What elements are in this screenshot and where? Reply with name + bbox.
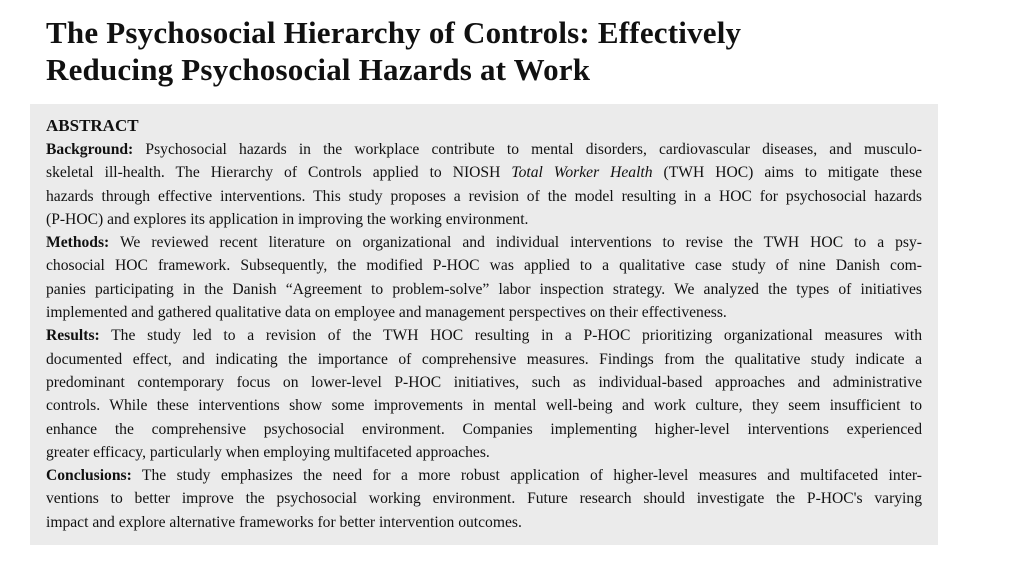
text-line: [46, 394, 922, 417]
body-text: skeletal ill-health. The Hierarchy of Controls applied to NIOSH: [46, 164, 512, 182]
body-text: documented effect, and indicating the importance of comprehensive measures. Findings from the qualitative study indicate a: [46, 350, 922, 368]
body-text: ventions to better improve the psychosocial working environment. Future research should investigate the P-HOC's varying: [46, 490, 922, 508]
body-text: The study emphasizes the need for a more robust application of higher-level measures and multifaceted inter-: [131, 467, 922, 485]
title-line: The Psychosocial Hierarchy of Controls: Effectively: [46, 15, 742, 50]
section-label: Background:: [46, 141, 134, 158]
body-text: (TWH HOC) aims to mitigate these: [652, 164, 922, 182]
section-label: Conclusions:: [46, 467, 132, 485]
text-line: [46, 464, 922, 487]
body-text: implemented and gathered qualitative data on employee and management perspectives on their effectiveness.: [46, 304, 727, 322]
text-line: [46, 278, 922, 301]
text-line: [46, 511, 922, 534]
abstract-box: [30, 104, 938, 545]
abstract-section-conclusions: [46, 464, 922, 534]
body-text: enhance the comprehensive psychosocial environment. Companies implementing higher-level interventions experienced: [46, 420, 922, 438]
text-line: [46, 441, 922, 464]
abstract-content: [46, 116, 922, 534]
body-text: controls. While these interventions show some improvements in mental well-being and work culture, they seem insufficient to: [46, 397, 922, 415]
text-line: [46, 418, 922, 441]
text-line: [46, 208, 922, 231]
text-line: [46, 348, 922, 371]
body-text: predominant contemporary focus on lower-level P-HOC initiatives, such as individual-based approaches and administrative: [46, 373, 922, 391]
paper-title: [46, 14, 946, 88]
italic-text: Total Worker Health: [511, 164, 653, 182]
body-text: (P-HOC) and explores its application in improving the working environment.: [46, 210, 529, 228]
body-text: greater efficacy, particularly when employing multifaceted approaches.: [46, 443, 490, 461]
body-text: panies participating in the Danish “Agreement to problem-solve” labor inspection strategy. We analyzed the types of initiatives: [46, 280, 922, 298]
body-text: chosocial HOC framework. Subsequently, the modified P-HOC was applied to a qualitative case study of nine Danish com-: [46, 257, 922, 275]
text-line: [46, 254, 922, 277]
body-text: Psychosocial hazards in the workplace contribute to mental disorders, cardiovascular diseases, and musculo-: [133, 141, 922, 158]
abstract-heading: ABSTRACT: [46, 116, 139, 135]
text-line: [46, 231, 922, 254]
text-line: [46, 185, 922, 208]
text-line: [46, 487, 922, 510]
text-line: [46, 371, 922, 394]
abstract-section-background: [46, 138, 922, 231]
text-line: [46, 324, 922, 347]
body-text: hazards through effective interventions. This study proposes a revision of the model resulting in a HOC for psychosocial hazards: [46, 187, 922, 205]
title-line: Reducing Psychosocial Hazards at Work: [46, 52, 591, 87]
text-line: [46, 138, 922, 161]
body-text: The study led to a revision of the TWH HOC resulting in a P-HOC prioritizing organizational measures with: [99, 327, 922, 345]
body-text: We reviewed recent literature on organizational and individual interventions to revise the TWH HOC to a psy-: [109, 234, 922, 252]
text-line: [46, 301, 922, 324]
abstract-section-results: [46, 324, 922, 464]
section-label: Methods:: [46, 234, 110, 252]
body-text: impact and explore alternative frameworks for better intervention outcomes.: [46, 513, 522, 531]
section-label: Results:: [46, 327, 100, 345]
text-line: [46, 161, 922, 184]
abstract-section-methods: [46, 231, 922, 324]
